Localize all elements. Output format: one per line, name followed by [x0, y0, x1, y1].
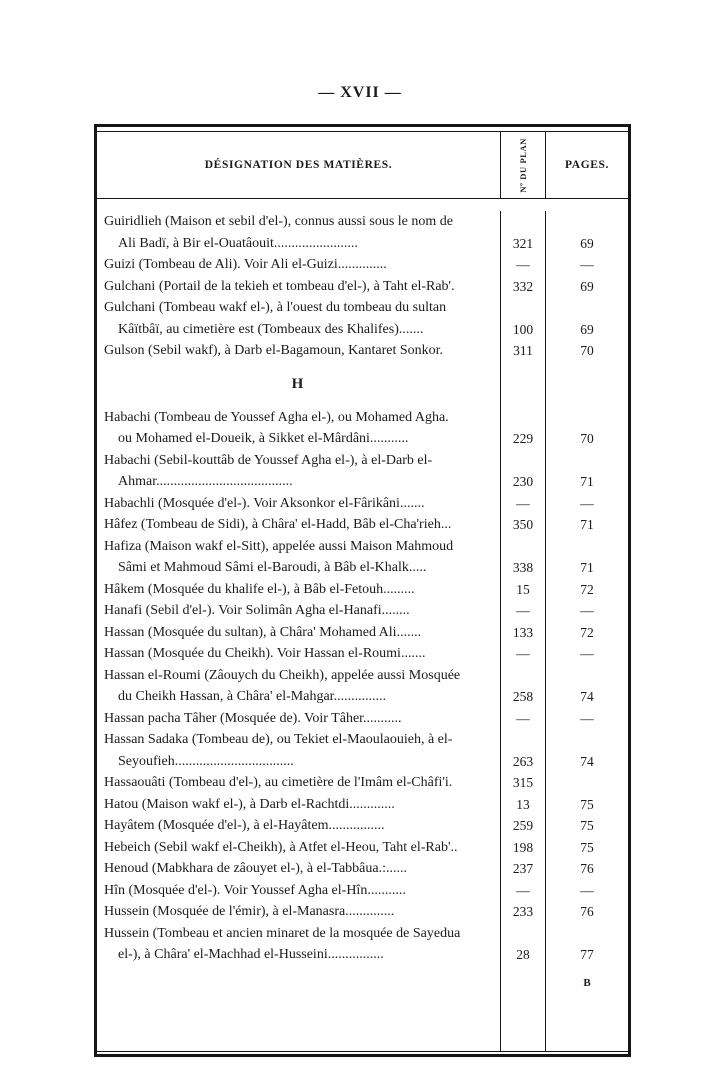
plan-cell-empty	[500, 966, 546, 1052]
entry-text: Hebeich (Sebil wakf el-Cheikh), à Atfet el-Heou, Taht el-Rab'..	[104, 839, 458, 855]
page-number: —	[580, 882, 594, 898]
table-row	[97, 751, 628, 773]
entry-text: Hassan (Mosquée du sultan), à Châra' Mohamed Ali.......	[104, 624, 422, 640]
page-number: 76	[580, 904, 594, 919]
plan-number	[500, 923, 546, 945]
entry-text: Hâkem (Mosquée du khalife el-), à Bâb el-Fetouh.........	[104, 581, 415, 597]
table-row	[97, 340, 628, 362]
entry-text: Ahmar.......................................	[118, 474, 293, 489]
entry-text: Hayâtem (Mosquée d'el-), à el-Hayâtem................	[104, 818, 385, 833]
page-number: 74	[580, 753, 594, 769]
plan-number: 233	[500, 901, 546, 923]
table-row	[97, 708, 628, 730]
index-table	[94, 124, 631, 1057]
table-row	[97, 319, 628, 341]
plan-number: 230	[500, 471, 546, 493]
table-row	[97, 579, 628, 601]
entry-text: Gulchani (Tombeau wakf el-), à l'ouest du tombeau du sultan	[104, 300, 447, 315]
table-row	[97, 276, 628, 298]
table-row	[97, 493, 628, 515]
table-row	[97, 643, 628, 665]
table-row	[97, 211, 628, 233]
entry-text: Hassan el-Roumi (Zâouych du Cheikh), appelée aussi Mosquée	[104, 667, 461, 683]
page-number	[546, 211, 628, 233]
table-row	[97, 428, 628, 450]
pages-cell-empty	[546, 362, 628, 407]
table-row	[97, 686, 628, 708]
plan-cell-empty	[500, 362, 546, 407]
entry-text: Henoud (Mabkhara de zâouyet el-), à el-Tabbâua.:......	[104, 861, 407, 876]
table-row	[97, 772, 628, 794]
page-number	[546, 729, 628, 751]
page-number	[546, 665, 628, 687]
page-number	[546, 772, 628, 794]
entry-text: Seyoufieh..................................	[118, 753, 294, 769]
plan-number	[500, 536, 546, 558]
entry-text: Hâfez (Tombeau de Sidi), à Châra' el-Hadd, Bâb el-Cha'rieh...	[104, 517, 452, 532]
entry-text: Gulchani (Portail de la tekieh et tombeau d'el-), à Taht el-Rab'.	[104, 278, 455, 294]
table-row	[97, 665, 628, 687]
entry-text: Gulson (Sebil wakf), à Darb el-Bagamoun, Kantaret Sonkor.	[104, 343, 444, 358]
header-pages: PAGES.	[565, 159, 609, 171]
table-body	[97, 199, 628, 1051]
table-row	[97, 729, 628, 751]
table-row	[97, 233, 628, 255]
entry-text: Hîn (Mosquée d'el-). Voir Youssef Agha el-Hîn...........	[104, 882, 406, 898]
plan-number: —	[500, 643, 546, 665]
plan-number: 100	[500, 319, 546, 341]
entry-text: Hassaouâti (Tombeau d'el-), au cimetière de l'Imâm el-Châfi'i.	[104, 775, 453, 790]
table-row	[97, 600, 628, 622]
plan-number	[500, 729, 546, 751]
page-number: —	[580, 710, 594, 726]
plan-number: 258	[500, 686, 546, 708]
plan-number	[500, 407, 546, 429]
table-row	[97, 944, 628, 966]
header-designation: DÉSIGNATION DES MATIÈRES.	[204, 159, 393, 171]
entry-text: Guizi (Tombeau de Ali). Voir Ali el-Guizi..............	[104, 257, 387, 272]
table-row	[97, 622, 628, 644]
table-row	[97, 837, 628, 859]
page-number	[546, 407, 628, 429]
entry-text: el-), à Châra' el-Machhad el-Husseini................	[118, 947, 384, 962]
page-number: 70	[580, 343, 594, 358]
table-row	[97, 514, 628, 536]
designation-cell-empty	[97, 966, 500, 1052]
plan-number: 198	[500, 837, 546, 859]
page-number: 77	[580, 947, 594, 962]
table-header-row	[97, 132, 628, 199]
page-number: 75	[580, 796, 594, 812]
table-row	[97, 923, 628, 945]
section-heading-row	[97, 362, 628, 407]
plan-number: 315	[500, 772, 546, 794]
page-number: 75	[580, 839, 594, 855]
page-number: 69	[580, 321, 594, 337]
page-number: 71	[580, 517, 594, 532]
page-number: —	[580, 257, 594, 272]
entry-text: Hafiza (Maison wakf el-Sitt), appelée aussi Maison Mahmoud	[104, 538, 454, 554]
table-filler-row	[97, 966, 628, 1052]
page-number: 72	[580, 624, 594, 640]
plan-number	[500, 297, 546, 319]
table-row	[97, 880, 628, 902]
page-number: 69	[580, 235, 594, 251]
plan-number: —	[500, 254, 546, 276]
plan-number: 259	[500, 815, 546, 837]
plan-number: 13	[500, 794, 546, 816]
entry-text: Habachi (Tombeau de Youssef Agha el-), ou Mohamed Agha.	[104, 409, 449, 425]
page-number	[546, 536, 628, 558]
plan-number: —	[500, 493, 546, 515]
entry-text: Guiridlieh (Maison et sebil d'el-), connus aussi sous le nom de	[104, 214, 453, 229]
page-number: —	[580, 603, 594, 618]
entry-text: Hassan Sadaka (Tombeau de), ou Tekiet el-Maoulaouieh, à el-	[104, 732, 453, 747]
entry-text: Habachi (Sebil-kouttâb de Youssef Agha el-), à el-Darb el-	[104, 452, 433, 468]
entry-text: Sâmi et Mahmoud Sâmi el-Baroudi, à Bâb el-Khalk.....	[118, 560, 427, 575]
page-number: 76	[580, 861, 594, 876]
entry-text: Hatou (Maison wakf el-), à Darb el-Rachtdi.............	[104, 796, 395, 812]
table-row	[97, 297, 628, 319]
entry-text: Hassan pacha Tâher (Mosquée de). Voir Tâher...........	[104, 710, 402, 726]
header-plan-column	[500, 132, 546, 198]
entry-text: Kâïtbâï, au cimetière est (Tombeaux des Khalifes).......	[118, 321, 424, 337]
table-row	[97, 794, 628, 816]
plan-number: 350	[500, 514, 546, 536]
header-plan-label-rotated: Nº DU PLAN	[518, 137, 528, 193]
table-row	[97, 450, 628, 472]
entry-text: Hanafi (Sebil d'el-). Voir Solimân Agha el-Hanafi........	[104, 603, 410, 618]
table-row	[97, 536, 628, 558]
index-table-inner	[97, 131, 628, 1052]
page-number: 71	[580, 560, 594, 575]
table-row	[97, 407, 628, 429]
plan-number: 229	[500, 428, 546, 450]
plan-number: 28	[500, 944, 546, 966]
entry-text: Hussein (Mosquée de l'émir), à el-Manasra..............	[104, 904, 395, 919]
entry-text: du Cheikh Hassan, à Châra' el-Mahgar...............	[118, 689, 387, 704]
table-row	[97, 901, 628, 923]
plan-number: 321	[500, 233, 546, 255]
page-number	[546, 450, 628, 472]
plan-number: —	[500, 708, 546, 730]
plan-number: —	[500, 880, 546, 902]
entry-text: ou Mohamed el-Doueik, à Sikket el-Mârdâni...........	[118, 431, 409, 446]
page-number	[546, 923, 628, 945]
plan-number: 15	[500, 579, 546, 601]
page-number: 71	[580, 474, 594, 489]
table-row	[97, 254, 628, 276]
plan-number	[500, 665, 546, 687]
page-number-folio: — XVII —	[318, 84, 402, 101]
page-number: 70	[580, 431, 594, 446]
page-number: 69	[580, 278, 594, 294]
page-number: 74	[580, 689, 594, 704]
plan-number	[500, 211, 546, 233]
plan-number: 311	[500, 340, 546, 362]
entry-text: Hussein (Tombeau et ancien minaret de la mosquée de Sayedua	[104, 925, 461, 941]
plan-number: 263	[500, 751, 546, 773]
plan-number	[500, 450, 546, 472]
entry-text: Hassan (Mosquée du Cheikh). Voir Hassan el-Roumi.......	[104, 646, 426, 661]
table-row	[97, 471, 628, 493]
entry-text: Habachli (Mosquée d'el-). Voir Aksonkor el-Fârikâni.......	[104, 495, 425, 511]
page-number: —	[580, 495, 594, 511]
table-row	[97, 815, 628, 837]
signature-mark: B	[583, 976, 591, 989]
plan-number: 237	[500, 858, 546, 880]
page-number	[546, 297, 628, 319]
entry-text: Ali Badï, à Bir el-Ouatâouit........................	[118, 235, 358, 251]
plan-number: 338	[500, 557, 546, 579]
page-number: —	[580, 646, 594, 661]
plan-number: 332	[500, 276, 546, 298]
table-row	[97, 858, 628, 880]
table-row	[97, 557, 628, 579]
page-number: 75	[580, 818, 594, 833]
plan-number: 133	[500, 622, 546, 644]
page-number: 72	[580, 581, 594, 597]
plan-number: —	[500, 600, 546, 622]
section-heading-h: H	[291, 375, 304, 392]
